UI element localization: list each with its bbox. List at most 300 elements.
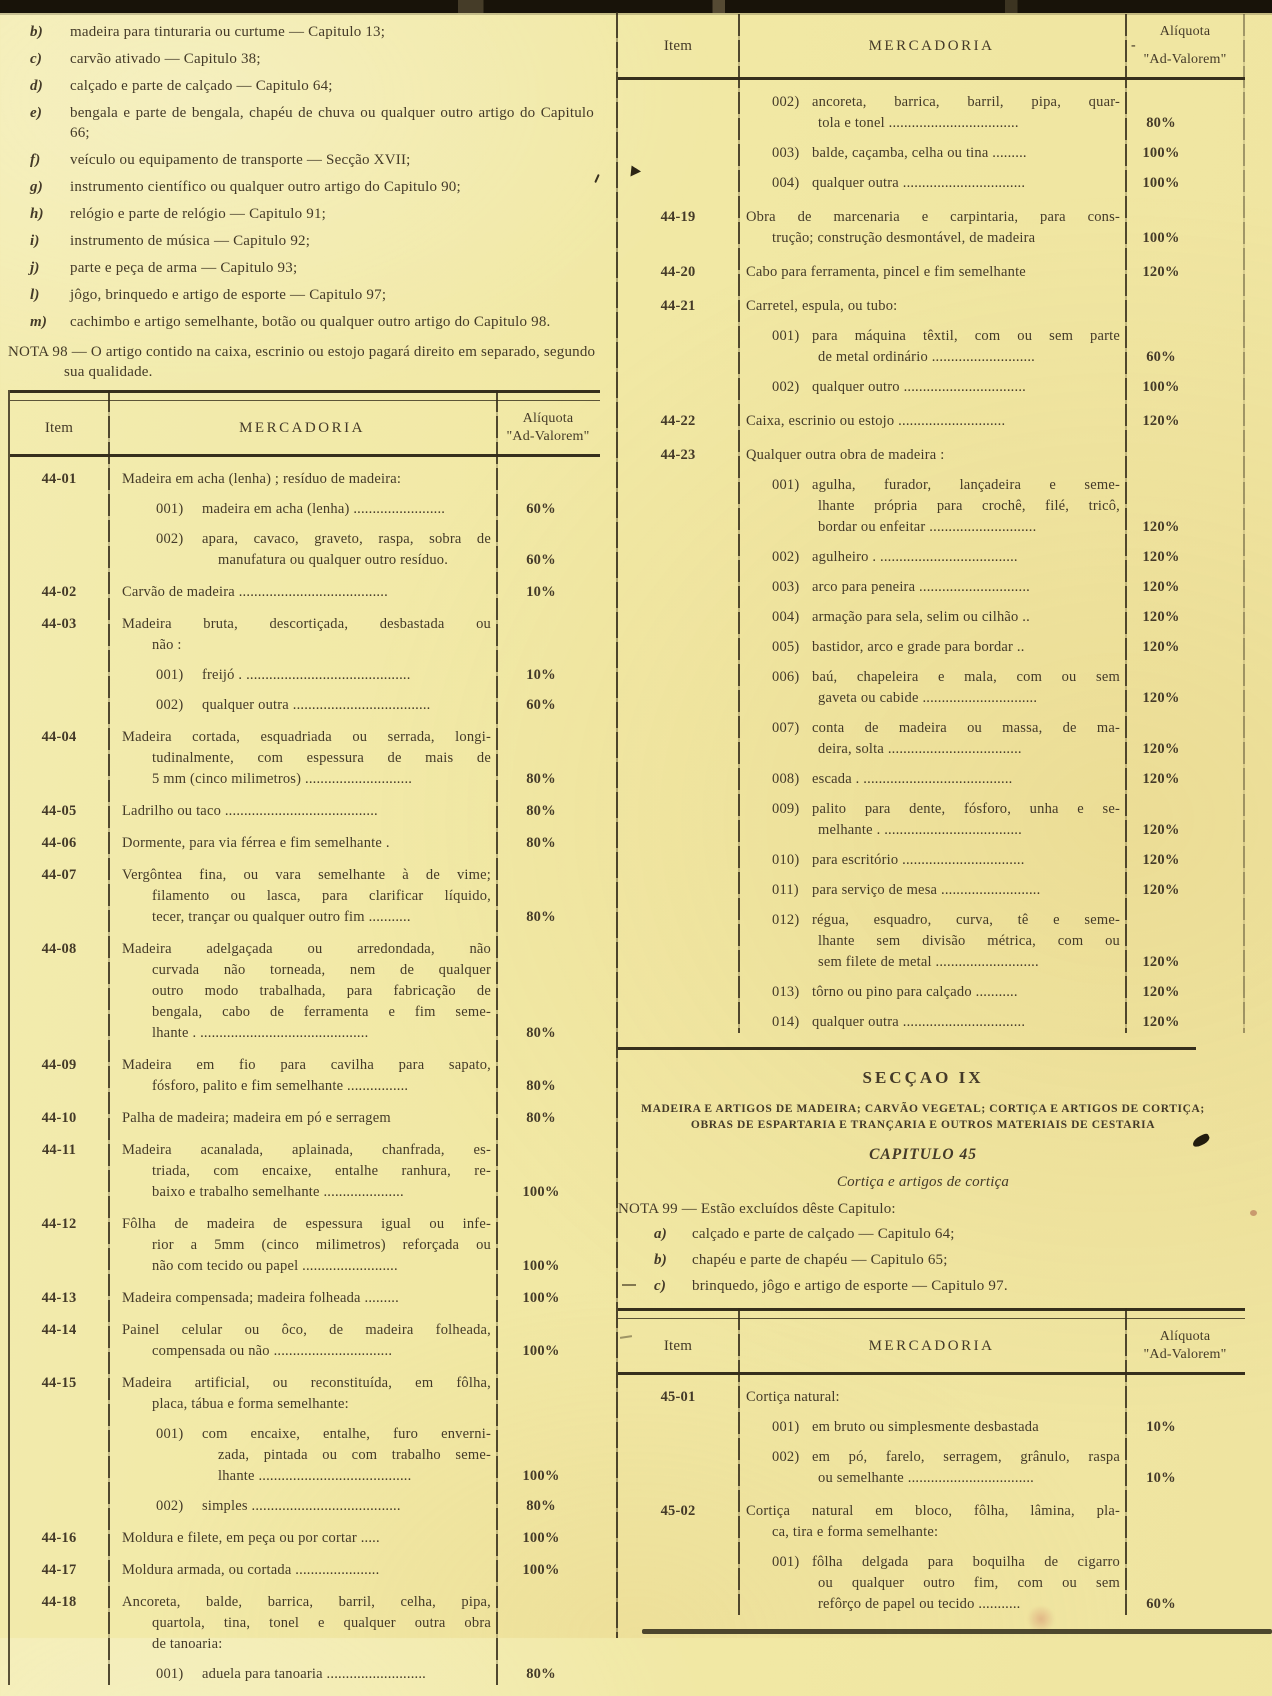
ad-valorem-rate: 120% <box>1142 690 1180 706</box>
sub-item-line <box>738 799 1125 820</box>
sub-item-line <box>738 667 1125 688</box>
sub-item-number: 004) <box>772 609 800 625</box>
table-rows <box>10 457 600 1685</box>
sub-item-text: apara, cavaco, graveto, raspa, sobra de <box>202 531 491 547</box>
list-item-letter: g) <box>30 179 43 195</box>
col-header-aliquota: Alíquota "Ad-Valorem" <box>506 411 590 444</box>
list-item <box>30 258 598 278</box>
item-number: 45-01 <box>660 1389 696 1405</box>
table-row <box>10 939 600 1044</box>
right-column <box>618 14 1270 1627</box>
sub-item-text: palito para dente, fósforo, unha e se- <box>812 801 1120 817</box>
list-item-text: calçado e parte de calçado — Capitulo 64; <box>70 78 333 94</box>
sub-item-line <box>108 529 496 550</box>
description-line: Madeira cortada, esquadriada ou serrada, longi- <box>122 729 491 745</box>
sub-item-number: 002) <box>156 697 184 713</box>
table-row <box>10 1288 600 1309</box>
description-line: não : <box>152 637 182 653</box>
item-number: 44-11 <box>41 1142 77 1158</box>
column-rule <box>496 390 498 1685</box>
sub-item-line <box>738 377 1125 398</box>
chapter-title: CAPITULO 45 <box>869 1146 977 1163</box>
section-ix-heading-block <box>618 1068 1228 1296</box>
description-line: filamento ou lasca, para clarificar líquido, <box>152 888 491 904</box>
column-rule <box>738 1308 740 1615</box>
description-line: Obra de marcenaria e carpintaria, para cons- <box>746 209 1120 225</box>
list-item-text: instrumento científico ou qualquer outro artigo do Capitulo 90; <box>70 179 461 195</box>
column-rule <box>108 390 110 1685</box>
description-line: tudinalmente, com espessura de mais de <box>152 750 491 766</box>
table-row <box>10 1373 600 1517</box>
scan-edge-top <box>0 0 1272 13</box>
description-line: baixo e trabalho semelhante ..................... <box>152 1184 404 1200</box>
sub-item-text: armação para sela, selim ou cilhão .. <box>812 609 1030 625</box>
list-item <box>30 285 598 305</box>
nota-99: NOTA 99 — Estão excluídos dêste Capitulo: <box>618 1201 896 1217</box>
description-line: Moldura armada, ou cortada ...................... <box>122 1562 380 1578</box>
ad-valorem-rate: 80% <box>526 1498 556 1514</box>
sub-item-number: 005) <box>772 639 800 655</box>
table-row <box>618 92 1245 194</box>
description-line: ca, tira e forma semelhante: <box>772 1524 939 1540</box>
table-row <box>10 614 600 716</box>
table-row <box>10 582 600 603</box>
ad-valorem-rate: 60% <box>1146 349 1176 365</box>
list-item-text: bengala e parte de bengala, chapéu de chuva ou qualquer outro artigo do Capitulo 66; <box>70 105 594 141</box>
description-line: Madeira artificial, ou reconstituída, em fôlha, <box>122 1375 491 1391</box>
ad-valorem-rate: 100% <box>1142 230 1180 246</box>
item-number: 44-02 <box>41 584 77 600</box>
item-number: 44-06 <box>41 835 77 851</box>
description-line: Ladrilho ou taco ........................................ <box>122 803 378 819</box>
description-line: trução; construção desmontável, de madeira <box>772 230 1036 246</box>
ad-valorem-rate: 10% <box>1146 1419 1176 1435</box>
ad-valorem-rate: 120% <box>1142 852 1180 868</box>
ad-valorem-rate: 120% <box>1142 741 1180 757</box>
description-line: bengala, cabo de ferramenta e fim seme- <box>152 1004 491 1020</box>
list-item-letter: e) <box>30 105 43 121</box>
sub-item-number: 014) <box>772 1014 800 1030</box>
col-header-mercadoria: MERCADORIA <box>868 1337 995 1354</box>
item-number: 44-12 <box>41 1216 77 1232</box>
ad-valorem-rate: 120% <box>1142 549 1180 565</box>
col-header-aliquota: Alíquota - "Ad-Valorem" <box>1125 23 1245 69</box>
column-rule <box>738 14 740 1033</box>
item-number: 44-16 <box>41 1530 77 1546</box>
sub-item-text: agulheiro . .................................... <box>812 549 1018 565</box>
ink-dot-red <box>1250 1210 1257 1216</box>
tariff-table-cap44-left <box>8 390 600 1685</box>
item-number: 44-23 <box>660 447 696 463</box>
list-item-letter: h) <box>30 206 44 222</box>
table-row <box>10 1214 600 1277</box>
item-number: 44-03 <box>41 616 77 632</box>
sub-item-line <box>738 850 1125 871</box>
list-item <box>30 76 598 96</box>
sub-item-line <box>738 547 1125 568</box>
description-line: Vergôntea fina, ou vara semelhante à de vime; <box>122 867 491 883</box>
sub-item-line <box>108 665 496 686</box>
sub-item-number: 002) <box>156 531 184 547</box>
ad-valorem-rate: 80% <box>526 909 556 925</box>
ad-valorem-rate: 80% <box>1146 115 1176 131</box>
sub-item-number: 001) <box>772 1419 800 1435</box>
list-item-letter: c) <box>654 1278 667 1294</box>
table-row <box>618 207 1245 249</box>
list-item-letter: d) <box>30 78 43 94</box>
sub-item-line <box>738 910 1125 931</box>
ink-mark-arrow <box>630 166 641 178</box>
description-line: de tanoaria: <box>152 1636 223 1652</box>
section-subtitle-line2: OBRAS DE ESPARTARIA E TRANÇARIA E OUTROS MATERIAIS DE CESTARIA <box>690 1119 1156 1131</box>
sub-item-text: qualquer outra ................................ <box>812 1014 1026 1030</box>
description-line: Qualquer outra obra de madeira : <box>746 447 945 463</box>
sub-item-line: lhante sem divisão métrica, com ou <box>818 933 1120 949</box>
sub-item-line: deira, solta ................................... <box>818 741 1022 757</box>
list-item <box>30 49 598 69</box>
sub-item-line: lhante ........................................ <box>218 1468 412 1484</box>
ad-valorem-rate: 80% <box>526 1110 556 1126</box>
ad-valorem-rate: 100% <box>522 1258 560 1274</box>
column-rule <box>1243 14 1245 1033</box>
ad-valorem-rate: 80% <box>526 1666 556 1682</box>
table-header <box>618 1319 1245 1375</box>
ad-valorem-rate: 100% <box>1142 145 1180 161</box>
description-line: quartola, tina, tonel e qualquer outra obra <box>152 1615 491 1631</box>
sub-item-line <box>738 880 1125 901</box>
sub-item-number: 003) <box>772 579 800 595</box>
description-line: Painel celular ou ôco, de madeira folheada, <box>122 1322 491 1338</box>
sub-item-line <box>738 1012 1125 1033</box>
sub-item-line <box>738 1417 1125 1438</box>
sub-item-text: tôrno ou pino para calçado ........... <box>812 984 1018 1000</box>
list-item <box>654 1250 1228 1270</box>
sub-item-text: em pó, farelo, serragem, grânulo, raspa <box>812 1449 1120 1465</box>
sub-item-number: 009) <box>772 801 800 817</box>
table-row <box>10 1320 600 1362</box>
item-number: 44-08 <box>41 941 77 957</box>
table-header <box>618 14 1245 80</box>
list-item-text: veículo ou equipamento de transporte — Secção XVII; <box>70 152 411 168</box>
list-item-text: brinquedo, jôgo e artigo de esporte — Capitulo 97. <box>692 1278 1008 1294</box>
sub-item-number: 006) <box>772 669 800 685</box>
ad-valorem-rate: 100% <box>522 1184 560 1200</box>
ad-valorem-rate: 120% <box>1142 771 1180 787</box>
table-top-rule <box>618 1308 1245 1319</box>
sub-item-line <box>108 1664 496 1685</box>
sub-item-line: tola e tonel .................................. <box>818 115 1019 131</box>
sub-item-number: 001) <box>156 501 184 517</box>
item-number: 44-14 <box>41 1322 77 1338</box>
description-line: Carvão de madeira ....................................... <box>122 584 388 600</box>
sub-item-line <box>738 326 1125 347</box>
sub-item-line <box>738 577 1125 598</box>
sub-item-text: escada . ....................................... <box>812 771 1013 787</box>
sub-item-line <box>738 769 1125 790</box>
item-number: 44-18 <box>41 1594 77 1610</box>
sub-item-number: 002) <box>156 1498 184 1514</box>
list-item-text: madeira para tinturaria ou curtume — Capitulo 13; <box>70 24 386 40</box>
sub-item-line <box>738 637 1125 658</box>
list-item-letter: m) <box>30 314 48 330</box>
sub-item-number: 007) <box>772 720 800 736</box>
sub-item-number: 001) <box>772 477 800 493</box>
sub-item-number: 002) <box>772 379 800 395</box>
table-row <box>618 411 1245 432</box>
list-item-text: parte e peça de arma — Capitulo 93; <box>70 260 298 276</box>
item-number: 44-05 <box>41 803 77 819</box>
item-number: 44-19 <box>660 209 696 225</box>
list-item-letter: b) <box>30 24 43 40</box>
sub-item-line: gaveta ou cabide .............................. <box>818 690 1038 706</box>
stray-dash-mark: - <box>1131 38 1136 53</box>
ad-valorem-rate: 120% <box>1142 264 1180 280</box>
table-row <box>618 1387 1245 1489</box>
ad-valorem-rate: 60% <box>526 501 556 517</box>
ad-valorem-rate: 120% <box>1142 609 1180 625</box>
ad-valorem-rate: 100% <box>522 1562 560 1578</box>
sub-item-number: 001) <box>156 1666 184 1682</box>
list-item-text: chapéu e parte de chapéu — Capitulo 65; <box>692 1252 948 1268</box>
ad-valorem-rate: 120% <box>1142 822 1180 838</box>
description-line: curvada não torneada, nem de qualquer <box>152 962 491 978</box>
description-line: Ancoreta, balde, barrica, barril, celha, pipa, <box>122 1594 491 1610</box>
description-line: 5 mm (cinco milimetros) ............................ <box>152 771 413 787</box>
description-line: placa, tábua e forma semelhante: <box>152 1396 349 1412</box>
ad-valorem-rate: 60% <box>526 697 556 713</box>
sub-item-text: conta de madeira ou massa, de ma- <box>812 720 1120 736</box>
list-item <box>654 1276 1228 1296</box>
sub-item-line: manufatura ou qualquer outro resíduo. <box>218 552 449 568</box>
ad-valorem-rate: 100% <box>522 1530 560 1546</box>
table-row <box>10 865 600 928</box>
table-row <box>10 1592 600 1685</box>
ad-valorem-rate: 120% <box>1142 519 1180 535</box>
description-line: não com tecido ou papel ......................... <box>152 1258 398 1274</box>
list-item <box>30 204 598 224</box>
sub-item-number: 012) <box>772 912 800 928</box>
list-item-letter: c) <box>30 51 43 67</box>
list-item <box>654 1224 1228 1244</box>
item-number: 44-10 <box>41 1110 77 1126</box>
nota-98: NOTA 98 — O artigo contido na caixa, escrinio ou estojo pagará direito em separado, segundo sua qualidade. <box>8 344 596 380</box>
ad-valorem-rate: 120% <box>1142 984 1180 1000</box>
table-row <box>618 1501 1245 1615</box>
sub-item-line: refôrço de papel ou tecido ........... <box>818 1596 1021 1612</box>
description-line: triada, com encaixe, entalhe ranhura, re- <box>152 1163 491 1179</box>
sub-item-text: qualquer outra .................................... <box>202 697 431 713</box>
ad-valorem-rate: 100% <box>1142 379 1180 395</box>
stray-pencil-dash <box>622 1284 636 1286</box>
description-line: Madeira bruta, descortiçada, desbastada ou <box>122 616 491 632</box>
sub-item-text: simples ....................................... <box>202 1498 401 1514</box>
ad-valorem-rate: 100% <box>522 1468 560 1484</box>
item-number: 44-09 <box>41 1057 77 1073</box>
ad-valorem-rate: 120% <box>1142 579 1180 595</box>
sub-item-text: com encaixe, entalhe, furo enverni- <box>202 1426 491 1442</box>
ad-valorem-rate: 80% <box>526 803 556 819</box>
item-number: 44-13 <box>41 1290 77 1306</box>
ad-valorem-rate: 120% <box>1142 954 1180 970</box>
ad-valorem-rate: 120% <box>1142 1014 1180 1030</box>
table-row <box>10 1528 600 1549</box>
sub-item-line <box>738 143 1125 164</box>
description-line: Madeira em fio para cavilha para sapato, <box>122 1057 491 1073</box>
table-header <box>10 401 600 457</box>
item-number: 45-02 <box>660 1503 696 1519</box>
sub-item-line: ou qualquer outro fim, com ou sem <box>818 1575 1120 1591</box>
sub-item-line <box>738 718 1125 739</box>
sub-item-line: de metal ordinário ........................... <box>818 349 1035 365</box>
table-row <box>618 262 1245 283</box>
item-number: 44-20 <box>660 264 696 280</box>
section-subtitle-line1: MADEIRA E ARTIGOS DE MADEIRA; CARVÃO VEGETAL; CORTIÇA E ARTIGOS DE CORTIÇA; <box>641 1103 1205 1115</box>
sub-item-line <box>108 695 496 716</box>
table-row <box>10 833 600 854</box>
item-number: 44-21 <box>660 298 696 314</box>
nota-99-exclusion-list <box>618 1224 1228 1296</box>
ad-valorem-rate: 120% <box>1142 639 1180 655</box>
table-row <box>618 296 1245 398</box>
list-item <box>30 150 598 170</box>
sub-item-line <box>738 982 1125 1003</box>
sub-item-number: 011) <box>772 882 799 898</box>
sub-item-text: ancoreta, barrica, barril, pipa, quar- <box>812 94 1120 110</box>
description-line: Dormente, para via férrea e fim semelhante . <box>122 835 390 851</box>
col-header-item: Item <box>663 37 693 54</box>
table-row <box>10 469 600 571</box>
list-item <box>30 103 598 143</box>
sub-item-line <box>738 92 1125 113</box>
list-item-text: cachimbo e artigo semelhante, botão ou qualquer outro artigo do Capitulo 98. <box>70 314 551 330</box>
sub-item-text: baú, chapeleira e mala, com ou sem <box>812 669 1120 685</box>
section-separator-rule <box>618 1047 1196 1050</box>
description-line: Caixa, escrinio ou estojo ............................ <box>746 413 1006 429</box>
ad-valorem-rate: 10% <box>1146 1470 1176 1486</box>
sub-item-line: sem filete de metal ........................... <box>818 954 1039 970</box>
sub-item-number: 001) <box>156 667 184 683</box>
ad-valorem-rate: 10% <box>526 584 556 600</box>
description-line: Palha de madeira; madeira em pó e serragem <box>122 1110 391 1126</box>
sub-item-line <box>108 499 496 520</box>
sub-item-line: melhante . .................................... <box>818 822 1022 838</box>
sub-item-line <box>738 607 1125 628</box>
list-item-text: jôgo, brinquedo e artigo de esporte — Capitulo 97; <box>70 287 387 303</box>
table-row <box>10 1108 600 1129</box>
description-line: Madeira compensada; madeira folheada ......... <box>122 1290 399 1306</box>
list-item-text: instrumento de música — Capitulo 92; <box>70 233 311 249</box>
sub-item-line <box>108 1424 496 1445</box>
col-header-aliquota: Alíquota "Ad-Valorem" <box>1143 1329 1227 1362</box>
sub-item-text: para máquina têxtil, com ou sem parte <box>812 328 1120 344</box>
item-number: 44-17 <box>41 1562 77 1578</box>
sub-item-text: para serviço de mesa .......................... <box>812 882 1041 898</box>
ad-valorem-rate: 100% <box>522 1343 560 1359</box>
description-line: Moldura e filete, em peça ou por cortar ..... <box>122 1530 380 1546</box>
item-number: 44-15 <box>41 1375 77 1391</box>
description-line: rior a 5mm (cinco milimetros) reforçada ou <box>152 1237 491 1253</box>
description-line: Madeira acanalada, aplainada, chanfrada, es- <box>122 1142 491 1158</box>
sub-item-line: lhante própria para crochê, filé, tricô, <box>818 498 1120 514</box>
column-rule <box>1125 14 1127 1033</box>
list-item-text: relógio e parte de relógio — Capitulo 91; <box>70 206 327 222</box>
description-line: Fôlha de madeira de espessura igual ou infe- <box>122 1216 491 1232</box>
sub-item-text: régua, esquadro, curva, tê e seme- <box>812 912 1120 928</box>
chapter-exclusion-list <box>8 22 598 332</box>
sub-item-text: aduela para tanoaria .......................... <box>202 1666 427 1682</box>
list-item <box>30 22 598 42</box>
sub-item-number: 001) <box>156 1426 184 1442</box>
tariff-table-cap44-right <box>618 14 1245 1033</box>
sub-item-line <box>108 1496 496 1517</box>
left-column <box>8 22 598 1696</box>
sub-item-line: bordar ou enfeitar ............................ <box>818 519 1037 535</box>
sub-item-text: bastidor, arco e grade para bordar .. <box>812 639 1025 655</box>
description-line: compensada ou não ............................... <box>152 1343 393 1359</box>
item-number: 44-22 <box>660 413 696 429</box>
sub-item-text: balde, caçamba, celha ou tina ......... <box>812 145 1027 161</box>
col-header-mercadoria: MERCADORIA <box>239 419 365 436</box>
sub-item-text: arco para peneira ............................. <box>812 579 1030 595</box>
list-item-letter: a) <box>654 1226 667 1242</box>
ad-valorem-rate: 80% <box>526 771 556 787</box>
section-title: SECÇAO IX <box>862 1068 984 1087</box>
sub-item-text: madeira em acha (lenha) ........................ <box>202 501 446 517</box>
list-item-text: calçado e parte de calçado — Capitulo 64; <box>692 1226 955 1242</box>
table-row <box>10 727 600 790</box>
sub-item-text: freijó . ........................................... <box>202 667 411 683</box>
sub-item-text: qualquer outra ................................ <box>812 175 1026 191</box>
sub-item-text: em bruto ou simplesmente desbastada <box>812 1419 1039 1435</box>
ad-valorem-rate: 10% <box>526 667 556 683</box>
ad-valorem-rate: 120% <box>1142 413 1180 429</box>
sub-item-number: 002) <box>772 1449 800 1465</box>
ad-valorem-rate: 60% <box>526 552 556 568</box>
table-rows <box>618 80 1245 1033</box>
table-rows <box>618 1375 1245 1615</box>
ad-valorem-rate: 80% <box>526 1025 556 1041</box>
sub-item-text: qualquer outro ................................ <box>812 379 1026 395</box>
sub-item-text: agulha, furador, lançadeira e seme- <box>812 477 1120 493</box>
ad-valorem-rate: 100% <box>522 1290 560 1306</box>
sub-item-number: 013) <box>772 984 800 1000</box>
list-item <box>30 312 598 332</box>
list-item-letter: i) <box>30 233 40 249</box>
item-number: 44-01 <box>41 471 77 487</box>
description-line: Cortiça natural em bloco, fôlha, lâmina, pla- <box>746 1503 1120 1519</box>
col-header-item: Item <box>44 419 74 436</box>
tariff-table-cap45 <box>618 1308 1245 1615</box>
table-top-rule <box>10 390 600 401</box>
ad-valorem-rate: 120% <box>1142 882 1180 898</box>
table-row <box>10 1560 600 1581</box>
description-line: Madeira adelgaçada ou arredondada, não <box>122 941 491 957</box>
ad-valorem-rate: 100% <box>1142 175 1180 191</box>
item-number: 44-04 <box>41 729 77 745</box>
sub-item-line <box>738 1552 1125 1573</box>
column-rule <box>1125 1308 1127 1615</box>
ad-valorem-rate: 60% <box>1146 1596 1176 1612</box>
description-line: tecer, trançar ou qualquer outro fim ........... <box>152 909 411 925</box>
table-row <box>10 1140 600 1203</box>
sub-item-number: 002) <box>772 549 800 565</box>
col-header-item: Item <box>663 1337 693 1354</box>
sub-item-text: para escritório ................................ <box>812 852 1025 868</box>
list-item-letter: f) <box>30 152 41 168</box>
list-item <box>30 177 598 197</box>
ad-valorem-rate: 80% <box>526 835 556 851</box>
sub-item-number: 002) <box>772 94 800 110</box>
